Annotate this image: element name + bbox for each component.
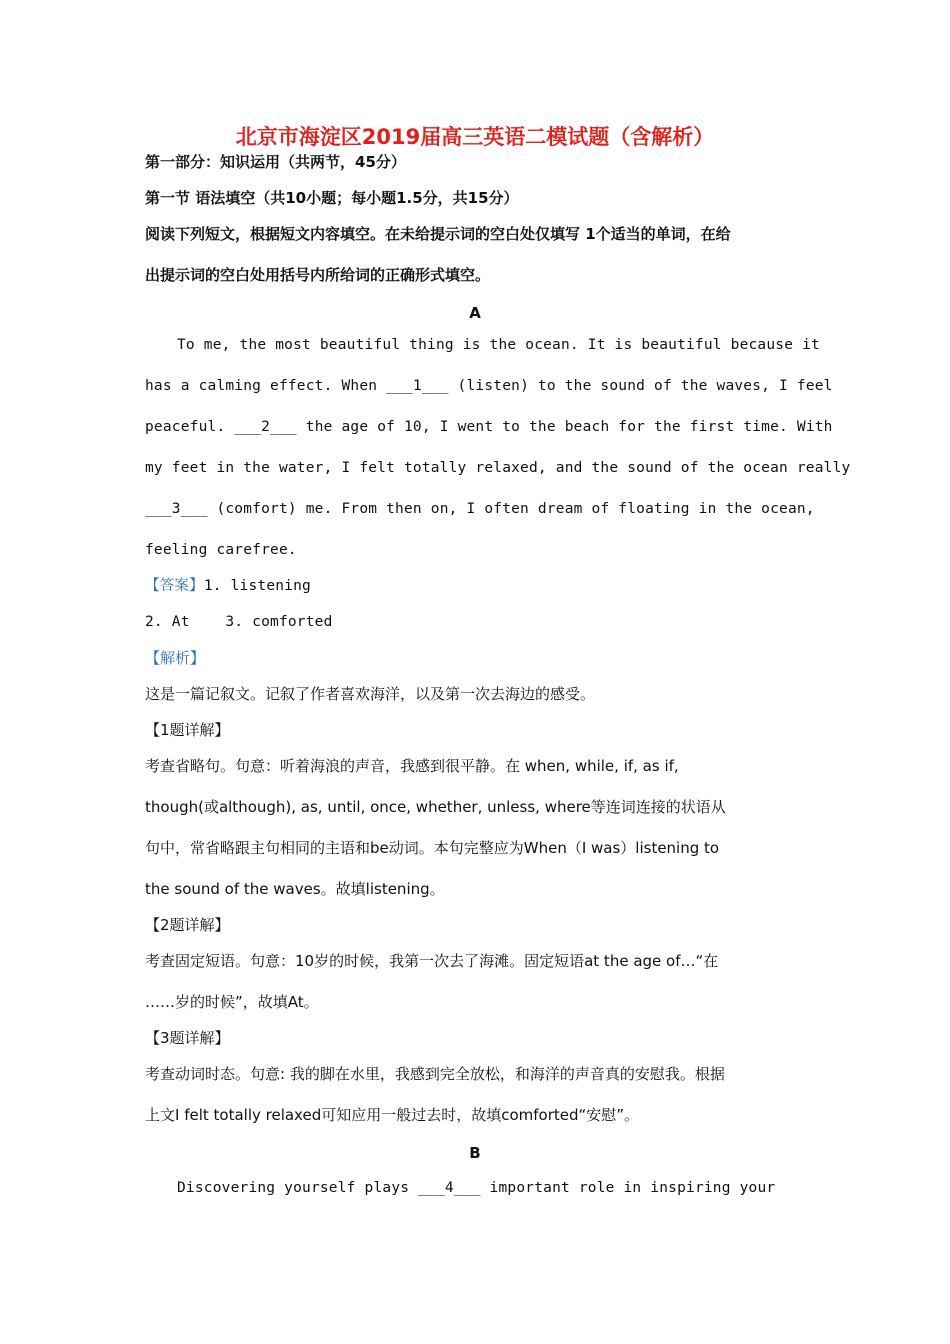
q1-detail-line: the sound of the waves。故填listening。 bbox=[145, 880, 445, 898]
q3-detail-line: 考查动词时态。句意: 我的脚在水里，我感到完全放松，和海洋的声音真的安慰我。根据 bbox=[145, 1065, 725, 1083]
blank-4: ___4___ bbox=[418, 1180, 481, 1196]
answer-text: 1. listening bbox=[203, 578, 311, 594]
passage-text: (comfort) me. From then on, I often dream of floating in the ocean, bbox=[207, 501, 815, 517]
q2-heading: 【2题详解】 bbox=[145, 916, 230, 934]
blank-3: ___3___ bbox=[145, 501, 208, 517]
passage-a-line bbox=[145, 417, 833, 437]
passage-a-line bbox=[145, 499, 815, 519]
passage-a-label: A bbox=[469, 304, 481, 322]
q3-heading: 【3题详解】 bbox=[145, 1029, 230, 1047]
passage-a-line: feeling carefree. bbox=[145, 542, 297, 558]
q1-detail-line: 考查省略句。句意：听着海浪的声音，我感到很平静。在 when, while, if, as if, bbox=[145, 757, 679, 775]
part-heading: 第一部分：知识运用（共两节，45分） bbox=[145, 153, 406, 171]
answer-tag: 【答案】 bbox=[145, 578, 204, 594]
passage-a-line bbox=[145, 376, 833, 396]
passage-text: Discovering yourself plays bbox=[177, 1180, 419, 1196]
passage-a-line: To me, the most beautiful thing is the ocean. It is beautiful because it bbox=[177, 337, 820, 353]
q2-detail-line: ……岁的时候”，故填At。 bbox=[145, 993, 319, 1011]
passage-b-line bbox=[177, 1178, 775, 1198]
answer-line: 2. At 3. comforted bbox=[145, 614, 333, 630]
q1-detail-line: though(或although), as, until, once, whether, unless, where等连词连接的状语从 bbox=[145, 798, 726, 816]
q3-detail-line: 上文I felt totally relaxed可知应用一般过去时，故填comforted“安慰”。 bbox=[145, 1106, 640, 1124]
passage-text: peaceful. bbox=[145, 419, 235, 435]
passage-text: has a calming effect. When bbox=[145, 378, 387, 394]
passage-b-label: B bbox=[469, 1144, 481, 1162]
blank-2: ___2___ bbox=[234, 419, 297, 435]
blank-1: ___1___ bbox=[386, 378, 449, 394]
passage-text: important role in inspiring your bbox=[480, 1180, 776, 1196]
document-title: 北京市海淀区2019届高三英语二模试题（含解析） bbox=[235, 125, 715, 149]
analysis-summary: 这是一篇记叙文。记叙了作者喜欢海洋，以及第一次去海边的感受。 bbox=[145, 685, 596, 703]
passage-a-line: my feet in the water, I felt totally relaxed, and the sound of the ocean really bbox=[145, 460, 851, 476]
instructions-line-2: 出提示词的空白处用括号内所给词的正确形式填空。 bbox=[145, 266, 491, 284]
instructions-line-1: 阅读下列短文，根据短文内容填空。在未给提示词的空白处仅填写 1个适当的单词，在给 bbox=[145, 225, 731, 243]
answer-line bbox=[145, 576, 311, 596]
analysis-tag: 【解析】 bbox=[145, 649, 206, 667]
q1-detail-line: 句中，常省略跟主句相同的主语和be动词。本句完整应为When（I was）listening to bbox=[145, 839, 720, 857]
passage-text: (listen) to the sound of the waves, I feel bbox=[448, 378, 833, 394]
q2-detail-line: 考查固定短语。句意：10岁的时候，我第一次去了海滩。固定短语at the age of…“在 bbox=[145, 952, 719, 970]
passage-text: the age of 10, I went to the beach for the first time. With bbox=[296, 419, 833, 435]
q1-heading: 【1题详解】 bbox=[145, 721, 230, 739]
section-heading: 第一节 语法填空（共10小题；每小题1.5分，共15分） bbox=[145, 189, 519, 207]
